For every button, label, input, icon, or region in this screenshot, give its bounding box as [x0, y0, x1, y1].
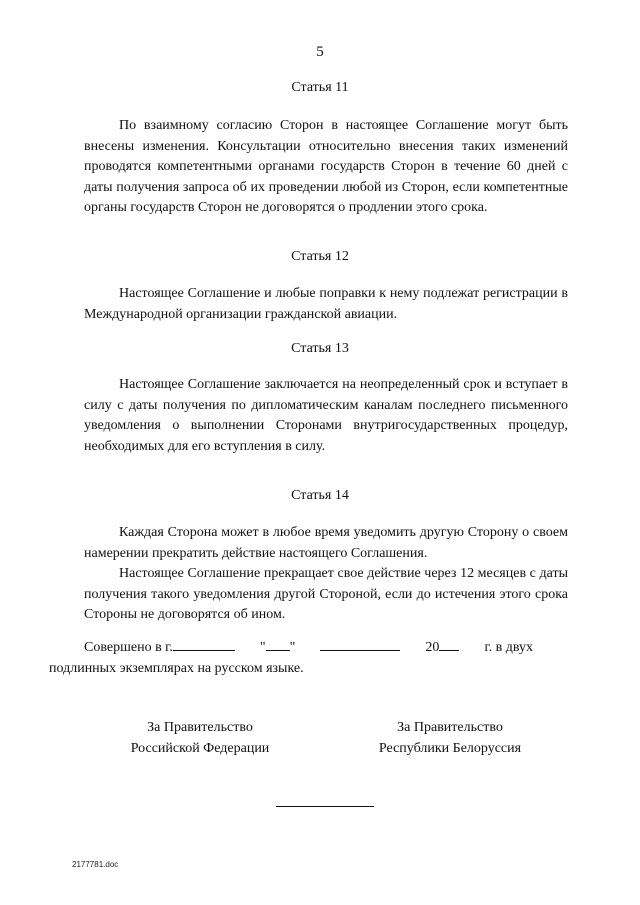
quote-close: " [289, 640, 296, 655]
signature-left [110, 718, 290, 759]
quote-open: " [259, 640, 266, 655]
year-suffix: г. в двух [484, 640, 533, 655]
year-prefix: 20 [425, 640, 440, 655]
article-11-heading: Статья 11 [291, 80, 349, 95]
closing-second-line: подлинных экземплярах на русском языке. [49, 660, 304, 676]
signature-right [360, 718, 540, 759]
bottom-rule [276, 806, 374, 807]
signature-left-line-2: Российской Федерации [130, 740, 270, 756]
closing-day [260, 638, 295, 659]
signature-right-line-1: За Правительство [397, 720, 503, 735]
closing-block [49, 638, 568, 679]
closing-done-in: Совершено в г. [84, 640, 173, 655]
month-blank [320, 638, 400, 651]
article-12-heading: Статья 12 [291, 249, 349, 264]
closing-year [425, 638, 459, 659]
article-14-paragraph-2: Настоящее Соглашение прекращает свое действие через 12 месяцев с даты получения такого уведомления другой Стороной, если до истечения этого срока Стороны не договорятся об ином. [84, 566, 568, 622]
article-14-heading: Статья 14 [291, 488, 349, 503]
city-blank [173, 638, 235, 651]
year-blank [439, 638, 459, 651]
article-12-paragraph: Настоящее Соглашение и любые поправки к нему подлежат регистрации в Международной организации гражданской авиации. [84, 286, 568, 322]
closing-first-line [84, 638, 533, 659]
signature-left-line-1: За Правительство [147, 720, 253, 735]
page-number: 5 [316, 44, 324, 60]
day-blank [266, 638, 290, 651]
signature-right-line-2: Республики Белоруссия [378, 740, 522, 756]
article-14-paragraph-1: Каждая Сторона может в любое время уведомить другую Сторону о своем намерении прекратить действие настоящего Соглашения. [84, 525, 568, 561]
file-footer: 2177781.doc [72, 860, 119, 869]
closing-place [84, 638, 235, 659]
article-11-paragraph: По взаимному согласию Сторон в настоящее Соглашение могут быть внесены изменения. Консультации относительно внесения таких изменений проводятся компетентными органами государств Сторон в течение 60 дней с даты получения запроса об их проведении любой из Сторон, если компетентные органы государств Сторон не договорятся о продлении этого срока. [84, 118, 568, 215]
article-13-paragraph: Настоящее Соглашение заключается на неопределенный срок и вступает в силу с даты получения по дипломатическим каналам последнего письменного уведомления о выполнении Сторонами внутригосударственных процедур, необходимых для его вступления в силу. [84, 377, 568, 454]
article-13-heading: Статья 13 [291, 341, 349, 356]
